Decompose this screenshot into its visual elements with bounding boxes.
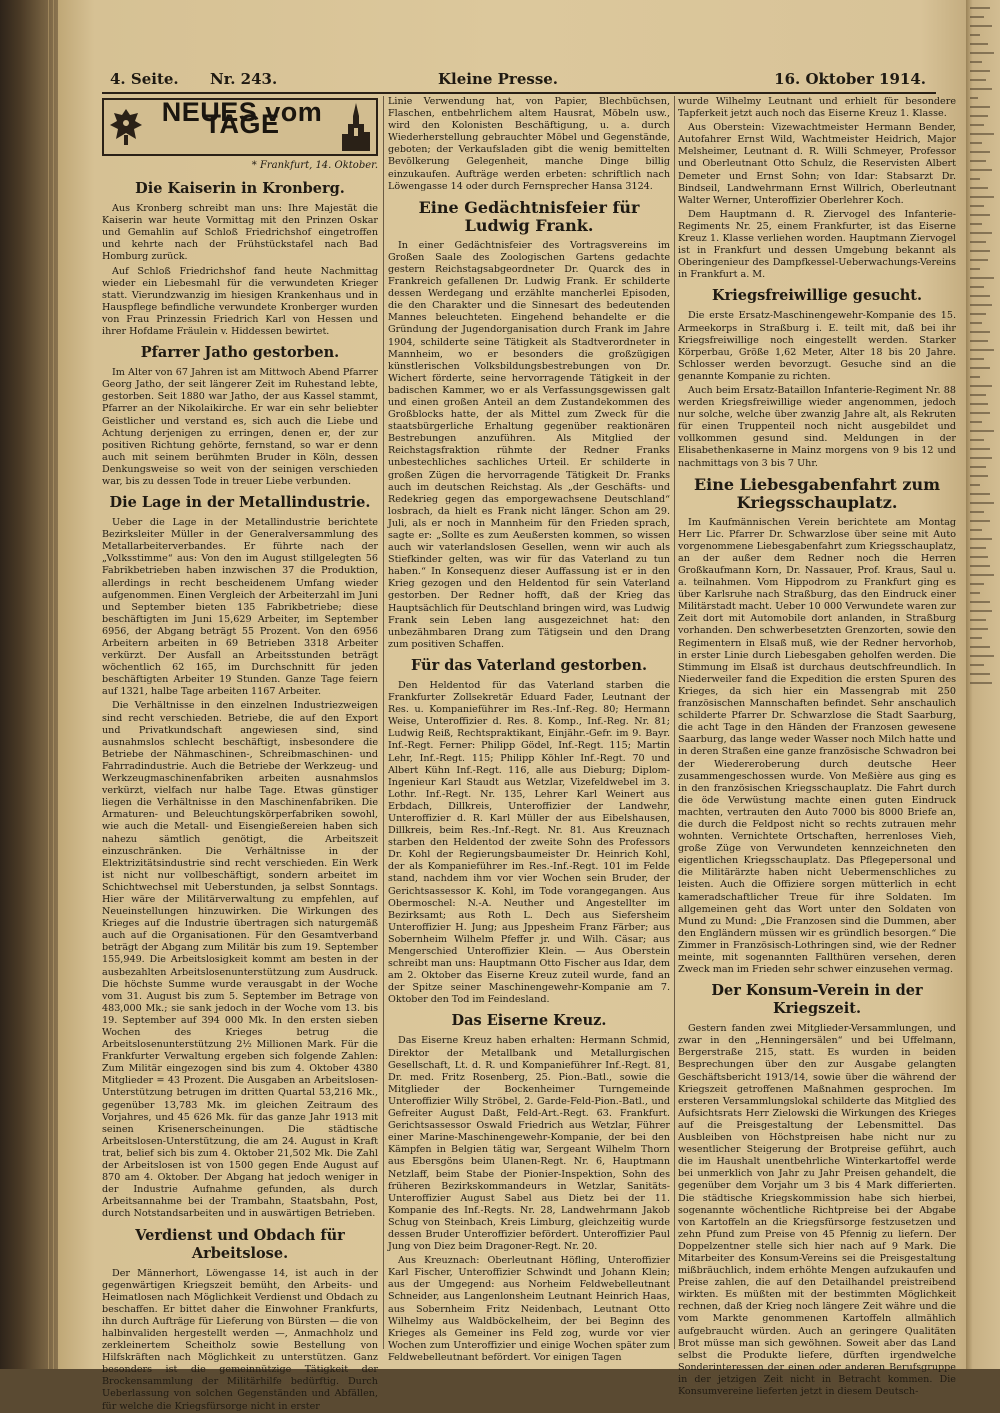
article-paragraph: Auch beim Ersatz-Bataillon Infanterie-Regiment Nr. 88 werden Kriegsfreiwillige wieder angenommen, jedoch nur solche, welche über zwanzig Jahre alt, als Rekruten für einen Truppenteil noch nicht ausgebildet und vollkommen gesund sind. Meldungen in der Elisabethenkaserne in Mainz morgens von 9 bis 12 und nachmittags von 3 bis 7 Uhr. <box>678 384 956 469</box>
article-paragraph: Auf Schloß Friedrichshof fand heute Nachmittag wieder ein Liebesmahl für die verwundeten Krieger statt. Vierundzwanzig im hiesigen Krankenhaus und in Hauspflege befindliche verwundete Kronberger wurden von Frau Prinzessin Friedrich Karl von Hessen und ihrer Hofdame Fräulein v. Hiddessen bewirtet. <box>102 265 378 338</box>
article-paragraph: Dem Hauptmann d. R. Ziervogel des Infanterie-Regiments Nr. 25, einem Frankfurter, ist das Eiserne Kreuz 1. Klasse verliehen worden. Hauptmann Ziervogel ist in Frankfurt und dessen Umgebung bekannt als Oberingenieur des Dampfkessel-Ueberwachungs-Vereins in Frankfurt a. M. <box>678 208 956 281</box>
page-number: 4. Seite. <box>110 70 179 88</box>
article-title: Pfarrer Jatho gestorben. <box>140 344 340 362</box>
article-paragraph: Das Eiserne Kreuz haben erhalten: Hermann Schmid, Direktor der Metallbank und Metallurgischen Gesellschaft, Lt. d. R. und Kompanieführer Inf.-Regt. 81, Dr. med. Fritz Rosenberg, 25. Pion.-Batl., sowie die Mitglieder der Bockenheimer Turngemeinde Unteroffizier Willy Ströbel, 2. Garde-Feld-Pion.-Batl., und Gefreiter August Daßt, Feld-Art.-Regt. 63. Frankfurt. Gerichtsassessor Oswald Friedrich aus Wetzlar, Führer einer Marine-Maschinengewehr-Kompanie, der bei den Kämpfen in Belgien tätig war, Sergeant Wilhelm Thorn aus Ebersgöns beim Ulanen-Regt. Nr. 6, Hauptmann Netzlaff, beim Stabe der Pionier-Inspektion, Sohn des früheren Bezirkskommandeurs in Wetzlar, Sanitäts-Unteroffizier August Sabel aus Dietz bei der 11. Kompanie des Inf.-Regts. Nr. 28, Landwehrmann Jakob Schug von Steinbach, Kreis Limburg, gleichzeitig wurde dessen Bruder Unteroffizier befördert. Unteroffizier Paul Jung von Diez beim Dragoner-Regt. Nr. 20. <box>388 1035 670 1253</box>
next-page-edge <box>966 0 1000 1369</box>
article-paragraph: Im Kaufmännischen Verein berichtete am Montag Herr Lic. Pfarrer Dr. Schwarzlose über seine mit Auto vorgenommene Liebesgabenfahrt zum Kriegsschauplatz, an der außer dem Redner noch die Herren Großkaufmann Korn, Dr. Nassauer, Prof. Kraus, Saul u. a. teilnahmen. Vom Hippodrom zu Frankfurt ging es über Karlsruhe nach Straßburg, das den Eindruck einer Militärstadt macht. Ueber 10 000 Verwundete waren zur Zeit dort mit Automobile dort anlanden, in Straßburg vorhanden. Den schwerbesetzten Grenzorten, sowie den Regimentern in Elsaß muß, wie der Redner hervorhob, in erster Linie durch Liebesgaben geholfen werden. Die Stimmung im Elsaß ist durchaus deutschfreundlich. In Niederweiler fand die Expedition die ersten Spuren des Krieges, da sich hier ein Massengrab mit 250 französischen Mannschaften befindet. Sehr anschaulich schilderte Pfarrer Dr. Schwarzlose die Stadt Saarburg, die acht Tage in den Händen der Franzosen gewesene Saarburg, das lange weder Wasser noch Milch hatte und in deren Straßen eine ganze französische Schwadron bei der Wiedereroberung durch deutsche Heer zusammengeschossen wurde. Von Meßière aus ging es in den französischen Kriegsschauplatz. Die Fahrt durch die öde Verwüstung machte einen guten Eindruck machten, vertrauten den Auto 7000 bis 8000 Briefe an, die durch die Feldpost nicht so rechts zutrauen mehr wohnten. Vernichtete Ortschaften, herrenloses Vieh, große Züge von Verwundeten kennzeichneten den eigentlichen Kriegsschauplatz. Das Pflegepersonal und die Militärärzte haben nicht Uebermenschliches zu leisten. Auch die Offiziere sorgen mütterlich in echt kameradschaftlicher Treue für ihre Soldaten. Im allgemeinen geht das Wort unter den Soldaten von Mund zu Mund: „Die Franzosen sind die Dummen, aber den Engländern müssen wir es gründlich besorgen.“ Die Zimmer in Französisch-Lothringen sind, wie der Redner meinte, mit sogenannten Fallthüren versehen, deren Zweck man im Frieden sehr schwer einzusehen vermag. <box>678 516 956 976</box>
column-1 <box>102 96 378 1412</box>
issue-date: 16. Oktober 1914. <box>774 70 926 88</box>
cathedral-icon <box>340 102 372 152</box>
column-divider <box>383 96 384 1349</box>
dateline: * Frankfurt, 14. Oktober. <box>251 160 378 171</box>
article-title: Die Kaiserin in Kronberg. <box>135 180 345 198</box>
article-paragraph: Aus Kronberg schreibt man uns: Ihre Majestät die Kaiserin war heute Vormittag mit den Prinzen Oskar und Gemahlin auf Schloß Friedrichshof eingetroffen und kehrte nach der Frühstückstafel nach Bad Homburg zurück. <box>102 203 378 263</box>
page-header <box>110 70 926 94</box>
article-paragraph: Aus Oberstein: Vizewachtmeister Hermann Bender, Autofahrer Ernst Wild, Wachtmeister Heidrich, Major Melsheimer, Leutnant d. R. Willi Schmeyer, Professor und Oberleutnant Otto Schulz, die Reservisten Albert Demeter und Ernst Sohn; von Idar: Stabsarzt Dr. Bindseil, Landwehrmann Ernst Willrich, Oberleutnant Walter Werner, Unteroffizier Oberlehrer Koch. <box>678 122 956 206</box>
article-title: Eine Liebesgabenfahrt zum Kriegsschauplatz. <box>693 474 940 512</box>
header-rule <box>102 92 936 94</box>
article-title: Kriegsfreiwillige gesucht. <box>711 287 922 305</box>
article-title: Der Konsum-Verein in der Kriegszeit. <box>711 982 923 1018</box>
section-logo <box>102 98 378 156</box>
article-paragraph: Aus Kreuznach: Oberleutnant Höfling, Unteroffizier Karl Fischer, Unteroffizier Schwindt und Johann Klein; aus der Umgegend: aus Norheim Feldwebelleutnant Schneider, aus Langenlonsheim Leutnant Heinrich Haas, aus Sobernheim Fritz Neidenbach, Leutnant Otto Wilhelmy aus Waldböckelheim, der bei Beginn des Krieges als Gemeiner ins Feld zog, wurde vor vier Wochen zum Unteroffizier und einige Wochen später zum Feldwebelleutnant befördert. Vor einigen Tagen <box>388 1255 670 1363</box>
column-divider <box>674 96 675 1349</box>
article-paragraph: In einer Gedächtnisfeier des Vortragsvereins im Großen Saale des Zoologischen Gartens gedachte gestern Reichstagsabgeordneter Dr. Quarck des in Frankreich gefallenen Dr. Ludwig Frank. Er schilderte dessen Werdegang und erzählte mancherlei Episoden, die den Charakter und die Sinnesart des bedeutenden Mannes beleuchteten. Eingehend behandelte er die Gründung der Jugendorganisation durch Frank im Jahre 1904, schilderte seine Tätigkeit als Stadtverordneter in Mannheim, wo er besonders die großzügigen künstlerischen Volksbildungsbestrebungen von Dr. Wichert förderte, seine hervorragende Tätigkeit in der badischen Kammer, wo er als Verfassungsgewissen galt und einen großen Anteil an dem Zustandekommen des Großblocks hatte, der als Mittel zum Zweck für die staatsbürgerliche Erhaltung gegenüber reaktionären Bestrebungen anzuführen. Als Mitglied der Reichstagsfraktion rühmte der Redner Franks unbestechliches sachliches Urteil. Er schilderte in großen Zügen die hervorragende Tätigkeit Dr. Franks auch im deutschen Reichstag. Als „der Geschäfts- und Redekrieg gegen das emporgewachsene Deutschland“ losbrach, da hielt es Frank nicht länger. Schon am 29. Juli, als er noch in Mannheim für den Frieden sprach, sagte er: „Sollte es zum Aeußersten kommen, so wissen auch wir vaterlandslosen Gesellen, wenn wir auch als Stiefkinder gelten, was wir für das Vaterland zu tun haben.“ In Konsequenz dieser Auffassung ist er in den Krieg gezogen und den Heldentod für sein Vaterland gestorben. Der Redner hofft, daß der Krieg das Hauptsächlich für Deutschland bringen wird, was Ludwig Frank sein Leben lang ausgezeichnet hat: den unbezähmbaren Drang zum Tätigsein und den Drang zum positiven Schaffen. <box>388 239 670 650</box>
article-paragraph: Den Heldentod für das Vaterland starben die Frankfurter Zollsekretär Eduard Fader, Leutnant der Res. u. Kompanieführer im Res.-Inf.-Reg. 80; Hermann Weise, Unteroffizier d. Res. 8. Komp., Inf.-Reg. Nr. 81; Ludwig Reiß, Rechtspraktikant, Einjähr.-Gefr. im 9. Bayr. Inf.-Regt. Ferner: Philipp Gödel, Inf.-Regt. 115; Martin Lehr, Inf.-Regt. 115; Philipp Köhler Inf.-Regt. 70 und Albert Kühn Inf.-Regt. 116, alle aus Dieburg; Diplom-Ingenieur Karl Staudt aus Wetzlar, Vizefeldwebel im 3. Lothr. Inf.-Regt. Nr. 135, Lehrer Karl Weinert aus Erbdach, Dillkreis, Unteroffizier der Landwehr, Unteroffizier d. R. Karl Müller der aus Eibelshausen, Dillkreis, beim Res.-Inf.-Regt. Nr. 81. Aus Kreuznach starben den Heldentod der zweite Sohn des Professors Dr. Kohl der Regierungsbaumeister Dr. Heinrich Kohl, der als Kompanieführer im Res.-Inf.-Regt. 101 im Felde stand, nachdem ihm vor vier Wochen sein Bruder, der Gerichtsassessor K. Kohl, im Tode vorangegangen. Aus Obermoschel: N.-A. Neuther und Angestellter im Bezirksamt; aus Roth L. Dech aus Siefersheim Unteroffizier H. Jung; aus Jppesheim Franz Färber; aus Sobernheim Wilhelm Pfeffer jr. und Wilh. Cäsar; aus Mengerschied Unteroffizier Klein. — Aus Oberstein schreibt man uns: Hauptmann Otto Fischer aus Idar, dem am 2. Oktober das Eiserne Kreuz zuteil wurde, fand an der Spitze seiner Maschinengewehr-Kompanie am 7. Oktober den Tod im Feindesland. <box>388 679 670 1006</box>
article-paragraph: Der Männerhort, Löwengasse 14, ist auch in der gegenwärtigen Kriegszeit bemüht, den Arbeits- und Heimatlosen nach Möglichkeit Verdienst und Obdach zu beschaffen. Er bittet daher die Einwohner Frankfurts, ihn durch Aufträge für Lieferung von Bürsten — die von halbinvaliden hergestellt werden —, Anmachholz und zerkleinertem Scheitholz sowie Bestellung von Hilfskräften nach Möglichkeit zu unterstützen. Ganz besonders ist die gemeinnützige Tätigkeit der Brockensammlung der Militärhilfe bedürftig. Durch Ueberlassung von solchen Gegenständen und Abfällen, für welche die Kriegsfürsorge nicht in erster <box>102 1267 378 1412</box>
issue-number: Nr. 243. <box>210 70 278 88</box>
section-logo-title: NEUES vom TAGE <box>161 97 323 140</box>
article-title: Die Lage in der Metallindustrie. <box>109 494 371 512</box>
article-paragraph: Die erste Ersatz-Maschinengewehr-Kompanie des 15. Armeekorps in Straßburg i. E. teilt mit, daß bei ihr Kriegsfreiwillige noch eingestellt werden. Starker Körperbau, Größe 1,62 Meter, Alter 18 bis 20 Jahre. Schlosser werden bevorzugt. Gesuche sind an die genannte Kompanie zu richten. <box>678 310 956 382</box>
article-title: Verdienst und Obdach für Arbeitslose. <box>135 1226 345 1262</box>
article-paragraph: Im Alter von 67 Jahren ist am Mittwoch Abend Pfarrer Georg Jatho, der seit längerer Zeit im Ruhestand lebte, gestorben. Seit 1880 war Jatho, der aus Kassel stammt, Pfarrer an der Nikolaikirche. Er war ein sehr beliebter Geistlicher und verstand es, sich auch die Liebe und Achtung derjenigen zu erringen, denen er, der zur positiven Richtung gehörte, fernstand, so war er denn auch mit seinem berühmten Bruder in Köln, dessen Denkungsweise so weit von der seinigen verschieden war, bis zu dessen Tode in treuer Liebe verbunden. <box>102 367 378 487</box>
article-paragraph: Die Verhältnisse in den einzelnen Industriezweigen sind recht verschieden. Betriebe, die auf den Export und Privatkundschaft angewiesen sind, sind ausnahmslos schlecht beschäftigt, insbesondere die Betriebe der Nähmaschinen-, Schreibmaschinen- und Fahrradindustrie. Auch die Betriebe der Werkzeug- und Werkzeugmaschinenfabriken arbeiten ausnahmslos verkürzt, vielfach nur halbe Tage. Etwas günstiger liegen die Verhältnisse in den Maschinenfabriken. Die Armaturen- und Beleuchtungskörperfabriken sowohl, wie auch die Metall- und Eisengießereien haben sich nahezu sämtlich genötigt, die Arbeitszeit einzuschränken. Die Verhältnisse in der Elektrizitätsindustrie sind recht verschieden. Ein Werk ist nicht nur vollbeschäftigt, sondern arbeitet im Schichtwechsel mit Ueberstunden, ja selbst Sonntags. Hier wäre der Militärverwaltung zu empfehlen, auf Neueinstellungen hinzuwirken. Die Wirkungen des Krieges auf die Industrie übertragen sich naturgemäß auch auf die Organisationen. Für den Gesamtverband beträgt der Abgang zum Militär bis zum 19. September 155,949. Die Arbeitslosigkeit kommt am besten in der ausbezahlten Arbeitslosenunterstützung zum Ausdruck. Die höchste Summe wurde verausgabt in der Woche vom 31. August bis zum 5. September im Betrage von 483,000 Mk.; sie sank jedoch in der Woche vom 13. bis 19. September auf 394 000 Mk. In den ersten sieben Wochen des Krieges betrug die Arbeitslosenunterstützung 2½ Millionen Mark. Für die Frankfurter Verwaltung ergeben sich folgende Zahlen: Zum Militär eingezogen sind bis zum 4. Oktober 4380 Mitglieder = 43 Prozent. Die Ausgaben an Arbeitslosen-Unterstützung betrugen im dritten Quartal 53,216 Mk., gegenüber 13,783 Mk. im gleichen Zeitraum des Vorjahres, und 45 626 Mk. für das ganze Jahr 1913 mit seinen Krisenerscheinungen. Die städtische Arbeitslosen-Unterstützung, die am 24. August in Kraft trat, belief sich bis zum 4. Oktober 21,502 Mk. Die Zahl der Arbeitslosen ist von 1500 gegen Ende August auf 870 am 4. Oktober. Der Abgang hat jedoch weniger in der Industrie Aufnahme gefunden, als durch Arbeitsannahme bei der Trambahn, Staatsbahn, Post, durch Notstandsarbeiten und in auswärtigen Betrieben. <box>102 700 378 1220</box>
article-title: Eine Gedächtnisfeier für Ludwig Frank. <box>418 197 640 235</box>
article-title: Das Eiserne Kreuz. <box>451 1012 607 1030</box>
article-paragraph: Ueber die Lage in der Metallindustrie berichtete Bezirksleiter Müller in der Generalversammlung des Metallarbeiterverbandes. Er führte nach der „Volksstimme“ aus: Von den im August stillgelegten 56 Fabrikbetrieben haben inzwischen 37 die Produktion, allerdings in recht bescheidenem Umfang wieder aufgenommen. Einen Vergleich der Arbeiterzahl im Juni und September bieten 135 Fabrikbetriebe; diese beschäftigten im Juni 15,629 Arbeiter, im September 6956, der Abgang beträgt 55 Prozent. Von den 6956 Arbeitern arbeiten in 69 Betrieben 3318 Arbeiter verkürzt. Der Ausfall an Arbeitsstunden beträgt wöchentlich 62 165, im Durchschnitt für jeden beschäftigten Arbeiter 19 Stunden. Ganze Tage feiern auf 1321, halbe Tage arbeiten 1167 Arbeiter. <box>102 517 378 698</box>
article-paragraph: Gestern fanden zwei Mitglieder-Versammlungen, und zwar in den „Henningersälen“ und bei Uffelmann, Bergerstraße 215, statt. Es wurden in beiden Besprechungen über den zur Ausgabe gelangten Geschäftsbericht 1913/14, sowie über die während der Kriegszeit getroffenen Maßnahmen gesprochen. Im ersteren Versammlungslokal schilderte das Mitglied des Aufsichtsrats Herr Zielowski die Wirkungen des Krieges auf die Preisgestaltung der Lebensmittel. Das Ausbleiben von Höchstpreisen habe nicht nur zu wesentlicher Steigerung der Brotpreise geführt, auch die im Haushalt unentbehrliche Winterkartoffel werde bei unmerklich von Jahr zu Jahr Preisen gehandelt, die gegenüber dem Vorjahr um 3 bis 4 Mark differierten. Die städtische Kriegskommission habe sich hierbei, sogenannte wöchentliche Richtpreise bei der Abgabe von Kartoffeln an die Kriegsfürsorge festzusetzen und zehn Pfund zum Preise von 45 Pfennig zu liefern. Der Doppelzentner stelle sich hier nach auf 9 Mark. Die Mitarbeiter des Konsum-Vereins sei die Preisgestaltung mißbräuchlich, indem erhöhte Mengen aufzukaufen und Preise zahlen, die auf den Detailhandel preistreibend wirkten. Es müßten mit der bestimmten Möglichkeit rechnen, daß der Krieg noch längere Zeit währe und die vom Markte genommenen Kartoffeln allmählich aufgebraucht würden. Auch an geringere Qualitäten Brot müsse man sich gewöhnen. Soweit aber das Land selbst die Produkte liefere, dürften irgendwelche Sonderinteressen der einen oder anderen Berufsgruppe in der jetzigen Zeit nicht in Betracht kommen. Die Konsumvereine lieferten jetzt in diesem Deutsch- <box>678 1023 956 1397</box>
eagle-icon <box>108 105 144 149</box>
column-2 <box>388 96 670 1361</box>
newspaper-title: Kleine Presse. <box>438 70 559 88</box>
article-paragraph: Linie Verwendung hat, von Papier, Blechbüchsen, Flaschen, entbehrlichem altem Hausrat, Möbeln usw., wird den Kolonisten Beschäftigung, u. a. durch Wiederherstellung gebrauchter Möbel und Gegenstände, geboten; der Verkaufsladen gibt die wenig bemittelten Bevölkerung Gelegenheit, manche Dinge billig einzukaufen. Aufträge werden erbeten: schriftlich nach Löwengasse 14 oder durch Fernsprecher Hansa 3124. <box>388 96 670 192</box>
article-title: Für das Vaterland gestorben. <box>410 656 647 674</box>
book-binding <box>0 0 58 1369</box>
column-3 <box>678 96 956 1397</box>
newspaper-page <box>58 0 966 1412</box>
article-paragraph: wurde Wilhelmy Leutnant und erhielt für besondere Tapferkeit jetzt auch noch das Eiserne Kreuz 1. Klasse. <box>678 96 956 120</box>
